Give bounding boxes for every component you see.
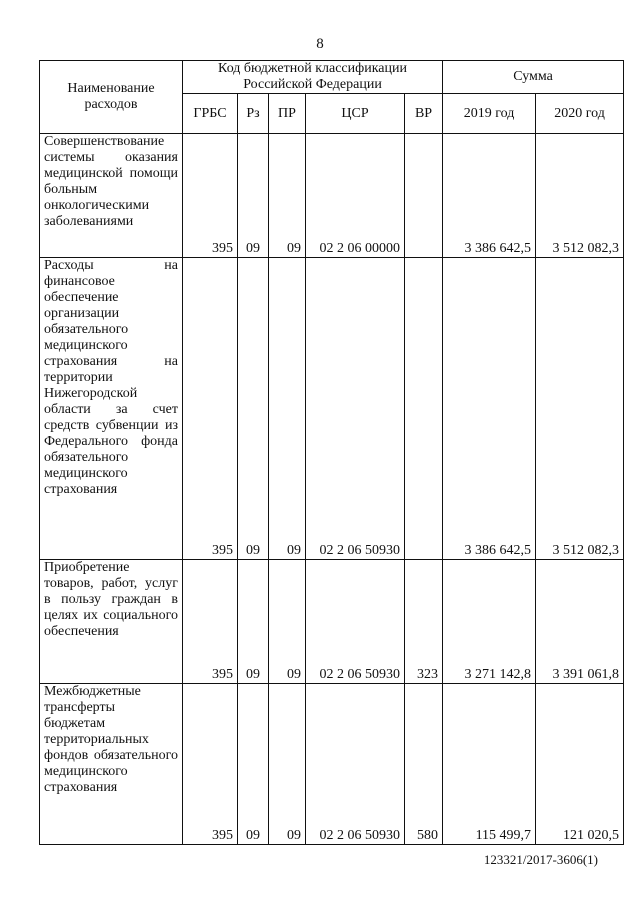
- table-row: [40, 560, 624, 684]
- row-grbs: 395: [183, 684, 238, 845]
- row-amount-2019: 115 499,7: [443, 684, 536, 845]
- row-csr: 02 2 06 50930: [306, 560, 405, 684]
- table-row: [40, 134, 624, 258]
- header-name: Наименование расходов: [40, 61, 183, 134]
- row-grbs: 395: [183, 258, 238, 560]
- header-amount-group: Сумма: [443, 61, 624, 94]
- header-pr: ПР: [269, 94, 306, 134]
- row-amount-2019: 3 271 142,8: [443, 560, 536, 684]
- header-code-group: Код бюджетной классификации Российской Федерации: [183, 61, 443, 94]
- row-pr: 09: [269, 560, 306, 684]
- row-name: Расходы на финансовое обеспечение организации обязательного медицинского страхования на территории Нижегородской области за счет средств субвенции из Федерального фонда обязательного медицинского страхования: [40, 258, 183, 560]
- row-amount-2020: 3 391 061,8: [536, 560, 624, 684]
- header-vr: ВР: [405, 94, 443, 134]
- row-vr: [405, 258, 443, 560]
- header-year-2019: 2019 год: [443, 94, 536, 134]
- header-grbs: ГРБС: [183, 94, 238, 134]
- row-name: Совершенствование системы оказания медицинской помощи больным онкологическими заболеваниями: [40, 134, 183, 258]
- row-csr: 02 2 06 50930: [306, 684, 405, 845]
- header-year-2020: 2020 год: [536, 94, 624, 134]
- row-rz: 09: [238, 684, 269, 845]
- row-amount-2020: 3 512 082,3: [536, 258, 624, 560]
- row-amount-2019: 3 386 642,5: [443, 134, 536, 258]
- row-name: Межбюджетные трансферты бюджетам территориальных фондов обязательного медицинского страхования: [40, 684, 183, 845]
- row-amount-2020: 121 020,5: [536, 684, 624, 845]
- page-number: 8: [316, 36, 324, 52]
- row-vr: 580: [405, 684, 443, 845]
- row-pr: 09: [269, 134, 306, 258]
- row-rz: 09: [238, 560, 269, 684]
- header-csr: ЦСР: [306, 94, 405, 134]
- row-amount-2019: 3 386 642,5: [443, 258, 536, 560]
- budget-table: [39, 60, 624, 845]
- row-csr: 02 2 06 50930: [306, 258, 405, 560]
- row-vr: [405, 134, 443, 258]
- row-name: Приобретение товаров, работ, услуг в пользу граждан в целях их социального обеспечения: [40, 560, 183, 684]
- row-rz: 09: [238, 134, 269, 258]
- row-rz: 09: [238, 258, 269, 560]
- row-pr: 09: [269, 684, 306, 845]
- row-vr: 323: [405, 560, 443, 684]
- table-row: [40, 684, 624, 845]
- header-rz: Рз: [238, 94, 269, 134]
- row-amount-2020: 3 512 082,3: [536, 134, 624, 258]
- row-grbs: 395: [183, 134, 238, 258]
- header-row-top: [40, 61, 624, 94]
- row-csr: 02 2 06 00000: [306, 134, 405, 258]
- row-pr: 09: [269, 258, 306, 560]
- table-row: [40, 258, 624, 560]
- row-grbs: 395: [183, 560, 238, 684]
- document-code: 123321/2017-3606(1): [483, 852, 598, 867]
